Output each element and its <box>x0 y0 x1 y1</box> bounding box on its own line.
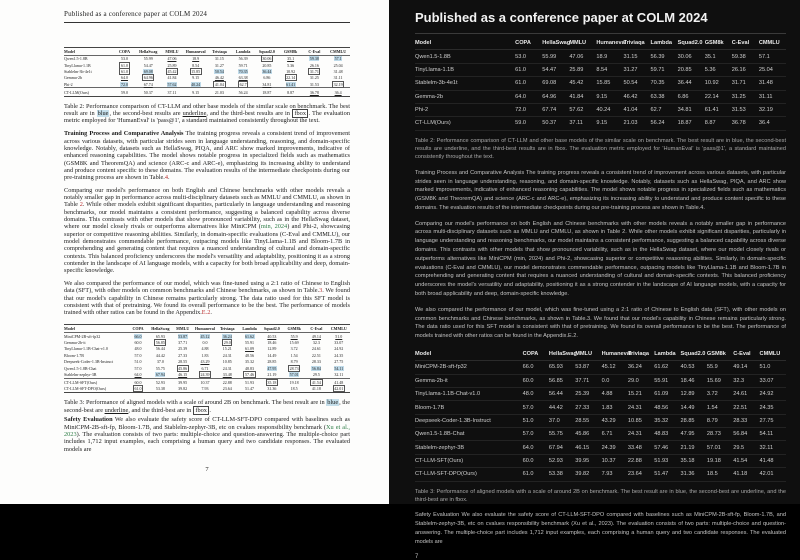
table2-light-wrap <box>64 47 350 97</box>
table2-dark: Model COPA HellaSwag MMLU Humaneval Triviaqa Lambda Squad2.0 GSM8k C-Eval CMMLU Qwen1.5-1.8B 53.0 55.99 47.06 18.9 31.15 56.39 30.06 35.1 59.38 57.1 TinyLlama-1.1B 61.0 54.47 25.89 8.54 31.27 59.71 20.85 5.36 26.16 25.04 Stablelm-3b-4e1t 61.0 69.08 45.42 15.85 50.54 70.35 36.44 10.92 31.71 31.48 Gemma-2b 64.0 64.96 41.84 9.15 46.42 63.38 6.86 22.14 31.25 31.11 Phi-2 72.0 67.74 57.62 40.24 41.04 62.7 34.81 61.41 31.53 32.19 CT-LLM(Ours) 59.0 50.37 37.11 9.15 21.03 56.24 18.87 8.87 36.78 36.4 <box>415 37 786 131</box>
paragraph-training-dark: Training Process and Comparative Analysis The training progress reveals a consistent trend of improvement across various datasets, with particular strides seen in language understanding, reasoning, and domain-specific knowledge. Notably, datasets such as HellaSwag, PIQA, and ARC show marked improvements, indicative of enhanced reasoning capabilities. The model shows notable progress in specialized fields such as mathematics (GSM8K and TheoremQA) and science (ARC-c and ARC-e), emphasizing its increasing ability to understand and produce content specific to these domains. The evaluation results of the intermediate checkpoints during our pre-training process are shown in Table.4. <box>415 169 786 211</box>
paragraph-sft-dark: We also compared the performance of our model, which was fine-tuned using a 2:1 ratio of Chinese to English data (SFT), with other models on common benchmarks and Chinese benchmarks, as shown in Table.3. We found that our model's capability in Chinese remains particularly strong. The data ratio used for this SFT model is consistent with that of pretraining. We found its overall performance to be the best. The performance of models trained with other ratios can be found in the Appendix.E.2. <box>415 306 786 340</box>
paragraph-comparing-light: Comparing our model's performance on both English and Chinese benchmarks with other models reveals a notably smaller gap in performance across multi-disciplinary datasets such as MMLU and CMMLU, as shown in Table 2. While other models exhibit significant disparities, particularly in language understanding and reasoning benchmarks, our model maintains a consistent performance, suggesting a balanced capability across diverse domains. This contrasts with other models that show pronounced variability, such as in the HellaSwag dataset, where our model closely rivals or outperforms alternatives like MiniCPM (min, 2024) and Phi-2, showcasing superior or competitive reasoning abilities. Similarly, in domain-specific evaluations (C-Eval and CMMLU), our model demonstrates commendable performance, outpacing models like TinyLlama-1.1B and Bloom-1.7B in comprehending and generating content that requires a nuanced understanding of cultural and domain-specific contexts. This balanced proficiency underscores the model's versatility and adaptability, positioning it as a strong contender in the landscape of AI language models, with a capacity for both broad applicability and deep, domain-specific knowledge. <box>64 186 351 275</box>
table3-light: Model COPA HellaSwag MMLU Humaneval Triviaqa Lambda Squad2.0 GSM8k C-Eval CMMLU MiniCPM-2B-sft-fp32 66.0 65.93 53.87 45.12 36.24 61.62 40.53 55.9 49.14 51.0 Gemma-2b-it 60.0 56.85 37.71 0.0 29.0 55.91 18.46 15.69 32.3 33.07 TinyLlama-1.1B-Chat-v1.0 48.0 56.44 25.39 4.88 15.21 61.09 12.89 3.72 24.61 24.92 Bloom-1.7B 57.0 44.42 27.33 1.83 24.31 48.56 14.49 1.54 22.51 24.35 Deepseek-Coder-1.3B-Instruct 51.0 37.0 28.55 43.29 10.85 35.32 28.85 8.79 28.33 27.75 Qwen1.5-1.8B-Chat 57.0 55.75 45.86 6.71 24.31 48.83 47.95 28.73 56.84 54.11 Stablelm-zephyr-3B 64.0 67.94 46.15 24.39 33.48 57.46 21.19 57.01 29.5 32.11 CT-LLM-SFT(Ours) 60.0 52.93 39.95 10.37 22.88 51.93 35.18 19.18 41.54 41.48 CT-LLM-SFT-DPO(Ours) 61.0 53.38 39.82 7.93 23.64 51.47 31.36 18.5 41.18 42.01 <box>64 324 350 393</box>
paragraph-sft-light: We also compared the performance of our model, which was fine-tuned using a 2:1 ratio of Chinese to English data (SFT), with other models on common benchmarks and Chinese benchmarks, as shown in Table.3. We found that our model's capability in Chinese remains particularly strong. The data ratio used for this SFT model is consistent with that of pretraining. We found its overall performance to be the best. The performance of models trained with other ratios can be found in the Appendix.E.2. <box>64 279 350 317</box>
table2-caption-dark: Table 2: Performance comparison of CT-LLM and other base models of the similar scale on benchmark. The best result are in blue, the second-best results are underline, and the third-best results are in fbox. The evaluation metric employed for 'HumanEval' is 'pass@1', a standard maintained consistently throughout the text. <box>415 137 786 161</box>
paragraph-comparing-dark: Comparing our model's performance on both English and Chinese benchmarks with other models reveals a notably smaller gap in performance across multi-disciplinary datasets such as MMLU and CMMLU, as shown in Table 2. While other models exhibit significant disparities, particularly in language understanding and reasoning benchmarks, our model maintains a consistent performance, suggesting a balanced capability across diverse domains. This contrasts with other models that show pronounced variability, such as in the HellaSwag dataset, where our model closely rivals or outperforms alternatives like MiniCPM (min, 2024) and Phi-2, showcasing superior or competitive reasoning abilities. Similarly, in domain-specific evaluations (C-Eval and CMMLU), our model demonstrates commendable performance, outpacing models like TinyLlama-1.1B and Bloom-1.7B in comprehending and generating content that requires a nuanced understanding of cultural and domain-specific contexts. This balanced proficiency underscores the model's versatility and adaptability, positioning it as a strong contender in the landscape of AI language models, with a capacity for both broad applicability and deep, domain-specific knowledge. <box>415 220 786 297</box>
table2-light: Model COPA HellaSwag MMLU Humaneval Triviaqa Lambda Squad2.0 GSM8k C-Eval CMMLU Qwen1.5-1.8B 53.0 55.99 47.06 18.9 31.15 56.39 30.06 35.1 59.38 57.1 TinyLlama-1.1B 61.0 54.47 25.89 8.54 31.27 59.71 20.85 5.36 26.16 25.04 Stablelm-3b-4e1t 61.0 69.08 45.42 15.85 50.54 70.35 36.44 10.92 31.71 31.48 Gemma-2b 64.0 64.96 41.84 9.15 46.42 63.38 6.86 22.14 31.25 31.11 Phi-2 72.0 67.74 57.62 40.24 41.04 62.7 34.81 61.41 31.53 32.19 CT-LLM(Ours) 59.0 50.37 37.11 9.15 21.03 56.24 18.87 8.87 36.78 36.4 <box>64 47 350 97</box>
pdf-page-light <box>0 0 389 504</box>
table3-caption-light: Table 3: Performance of aligned models with a scale of around 2B on benchmark. The best result are in blue, the second-best are underline, and the third-best are in fbox . <box>64 399 350 414</box>
table2-caption-light: Table 2: Performance comparison of CT-LLM and other base models of the similar scale on benchmark. The best result are in blue, the second-best results are underline, and the third-best results are in fbox . The evaluation metric employed for 'HumanEval' is 'pass@1', a standard maintained consistently throughout the text. <box>64 102 350 125</box>
page-number-dark: 7 <box>415 553 419 560</box>
table3-caption-dark: Table 3: Performance of aligned models with a scale of around 2B on benchmark. The best result are in blue, the second-best are underline, and the third-best are in fbox. <box>415 488 786 503</box>
paragraph-safety-dark: Safety Evaluation We also evaluate the safety score of CT-LLM-SFT-DPO compared with baselines such as MiniCPM-2B-sft-fp, Bloom-1.7B, and Stablelm-zephyr-3B, etc on cvalues responsibility benchmark (Xu et al., 2023). The evaluation consists of two parts: multiple-choice and question-answering. The multiple-choice part includes 1,712 input examples, each comprising a human query and two candidate responses. The evaluated models are <box>415 512 786 545</box>
table3-dark: Model COPA HellaSwag MMLU Humaneval Triviaqa Lambda Squad2.0 GSM8k C-Eval CMMLU MiniCPM-2B-sft-fp32 66.0 65.93 53.87 45.12 36.24 61.62 40.53 55.9 49.14 51.0 Gemma-2b-it 60.0 56.85 37.71 0.0 29.0 55.91 18.46 15.69 32.3 33.07 TinyLlama-1.1B-Chat-v1.0 48.0 56.44 25.39 4.88 15.21 61.09 12.89 3.72 24.61 24.92 Bloom-1.7B 57.0 44.42 27.33 1.83 24.31 48.56 14.49 1.54 22.51 24.35 Deepseek-Coder-1.3B-Instruct 51.0 37.0 28.55 43.29 10.85 35.32 28.85 8.79 28.33 27.75 Qwen1.5-1.8B-Chat 57.0 55.75 45.86 6.71 24.31 48.83 47.95 28.73 56.84 54.11 Stablelm-zephyr-3B 64.0 67.94 46.15 24.39 33.48 57.46 21.19 57.01 29.5 32.11 CT-LLM-SFT(Ours) 60.0 52.93 39.95 10.37 22.88 51.93 35.18 19.18 41.54 41.48 CT-LLM-SFT-DPO(Ours) 61.0 53.38 39.82 7.93 23.64 51.47 31.36 18.5 41.18 42.01 <box>415 348 786 482</box>
page-number-light: 7 <box>205 465 209 473</box>
reader-page-dark <box>389 0 800 560</box>
paragraph-safety-light: Safety Evaluation We also evaluate the safety score of CT-LLM-SFT-DPO compared with baselines such as MiniCPM-2B-sft-fp, Bloom-1.7B, and Stablelm-zephyr-3B, etc on cvalues responsibility benchmark (Xu et al., 2023). The evaluation consists of two parts: multiple-choice and question-answering. The multiple-choice part includes 1,712 input examples, each comprising a human query and two candidate responses. The evaluated models are <box>64 416 350 453</box>
table3-light-wrap <box>64 324 350 393</box>
paragraph-training-light: Training Process and Comparative Analysis The training progress reveals a consistent trend of improvement across various datasets, with particular strides seen in language understanding, reasoning, and domain-specific knowledge. Notably, datasets such as HellaSwag, PIQA, and ARC show marked improvements, indicative of enhanced reasoning capabilities. The model shows notable progress in specialized fields such as mathematics (GSM8K and TheoremQA) and science (ARC-c and ARC-e), emphasizing its increasing ability to understand and produce content specific to these domains. The evaluation results of the intermediate checkpoints during our pre-training process are shown in Table.4. <box>64 130 350 182</box>
conference-header-dark: Published as a conference paper at COLM 2024 <box>415 6 786 34</box>
conference-header: Published as a conference paper at COLM 2024 <box>64 10 350 23</box>
